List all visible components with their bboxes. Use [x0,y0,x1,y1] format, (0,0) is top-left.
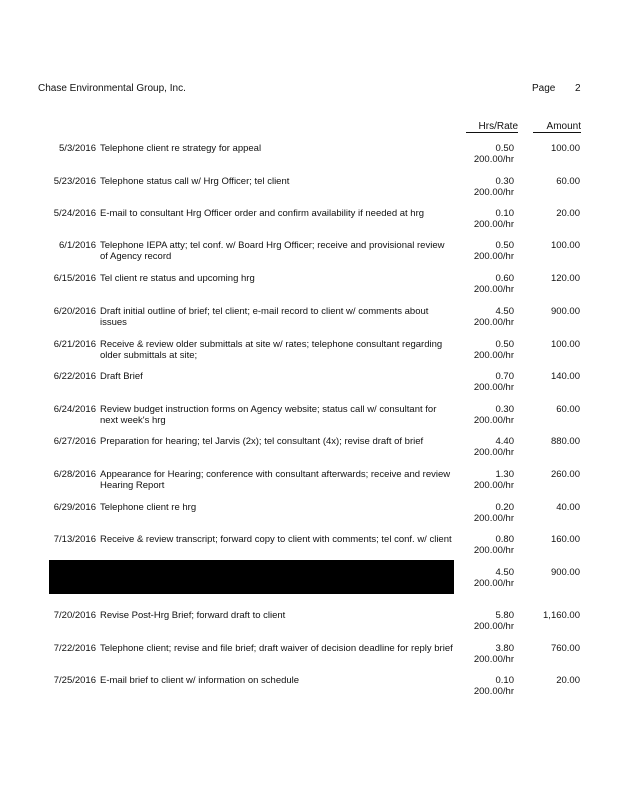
entry-description: Receive & review older submittals at site w/ rates; telephone consultant regarding older submittals at site; [100,339,443,361]
entry-amount: 100.00 [550,240,580,251]
entry-date: 6/27/2016 [53,436,96,447]
entry-amount: 880.00 [550,436,580,447]
entry-date: 6/28/2016 [53,469,96,480]
entry-hours: 0.10 [495,208,514,219]
entry-amount: 60.00 [556,176,580,187]
entry-rate: 200.00/hr [473,686,514,697]
entry-hours: 0.30 [495,404,514,415]
entry-date: 5/24/2016 [53,208,96,219]
entry-description: Revise Post-Hrg Brief; forward draft to client [100,610,286,621]
entry-hours: 0.80 [495,534,514,545]
entry-hours: 1.30 [495,469,514,480]
entry-rate: 200.00/hr [473,154,514,165]
entry-hours: 0.10 [495,675,514,686]
entry-amount: 1,160.00 [543,610,580,621]
entry-rate: 200.00/hr [473,480,514,491]
entry-hours: 0.50 [495,339,514,350]
entry-rate: 200.00/hr [473,251,514,262]
billing-entry [0,675,618,705]
entry-rate: 200.00/hr [473,415,514,426]
entry-description: Receive & review transcript; forward copy to client with comments; tel conf. w/ client [100,534,452,545]
billing-entry [0,643,618,673]
entry-description: Review budget instruction forms on Agency website; status call w/ consultant for next week's hrg [100,404,437,426]
entry-rate: 200.00/hr [473,187,514,198]
entry-amount: 100.00 [550,143,580,154]
entry-amount: 160.00 [550,534,580,545]
entry-date: 6/1/2016 [59,240,96,251]
billing-entry [0,273,618,303]
entry-amount: 900.00 [550,306,580,317]
entry-date: 7/22/2016 [53,643,96,654]
entry-hours: 3.80 [495,643,514,654]
billing-entry [0,502,618,532]
billing-entry [0,371,618,401]
billing-entry [0,436,618,466]
entry-amount: 260.00 [550,469,580,480]
entry-rate: 200.00/hr [473,545,514,556]
entry-description: Telephone client; revise and file brief; draft waiver of decision deadline for reply brief [100,643,453,654]
entry-description: Telephone client re strategy for appeal [100,143,262,154]
billing-entry-redacted [0,567,618,597]
entry-rate: 200.00/hr [473,219,514,230]
entry-description: Telephone client re hrg [100,502,197,513]
billing-entry [0,143,618,173]
entry-date: 7/20/2016 [53,610,96,621]
billing-entry [0,469,618,499]
entry-description: Tel client re status and upcoming hrg [100,273,255,284]
entry-amount: 100.00 [550,339,580,350]
entry-amount: 120.00 [550,273,580,284]
entry-description: Draft initial outline of brief; tel client; e-mail record to client w/ comments about issues [100,306,429,328]
entry-rate: 200.00/hr [473,447,514,458]
entry-rate: 200.00/hr [473,382,514,393]
entry-hours: 0.50 [495,240,514,251]
entry-hours: 0.70 [495,371,514,382]
entry-description: E-mail brief to client w/ information on schedule [100,675,300,686]
entry-rate: 200.00/hr [473,621,514,632]
redaction-block [49,560,454,594]
entry-date: 6/29/2016 [53,502,96,513]
entry-description: Telephone IEPA atty; tel conf. w/ Board Hrg Officer; receive and provisional review of Agency record [100,240,445,262]
billing-entry [0,404,618,434]
entry-date: 6/15/2016 [53,273,96,284]
company-name: Chase Environmental Group, Inc. [38,83,186,94]
entry-amount: 40.00 [556,502,580,513]
entry-date: 7/13/2016 [53,534,96,545]
column-header-amount: Amount [533,121,581,133]
entry-date: 6/24/2016 [53,404,96,415]
billing-entry [0,208,618,238]
entry-amount: 760.00 [550,643,580,654]
entry-hours: 4.50 [495,567,514,578]
page-number: 2 [575,83,581,94]
entry-description: Draft Brief [100,371,143,382]
entry-amount: 900.00 [550,567,580,578]
entry-hours: 0.60 [495,273,514,284]
billing-entry [0,240,618,270]
entry-hours: 5.80 [495,610,514,621]
entry-hours: 4.50 [495,306,514,317]
entry-description: E-mail to consultant Hrg Officer order and confirm availability if needed at hrg [100,208,425,219]
entry-date: 6/21/2016 [53,339,96,350]
column-header-hrs-rate: Hrs/Rate [466,121,518,133]
entry-date: 5/23/2016 [53,176,96,187]
entry-hours: 0.20 [495,502,514,513]
entry-hours: 0.50 [495,143,514,154]
entry-amount: 20.00 [556,208,580,219]
entry-hours: 4.40 [495,436,514,447]
entry-date: 5/3/2016 [59,143,96,154]
entry-amount: 140.00 [550,371,580,382]
entry-rate: 200.00/hr [473,317,514,328]
entry-date: 6/22/2016 [53,371,96,382]
entry-rate: 200.00/hr [473,350,514,361]
billing-entry [0,339,618,369]
entry-description: Telephone status call w/ Hrg Officer; tel client [100,176,290,187]
entry-amount: 60.00 [556,404,580,415]
billing-entry [0,306,618,336]
entry-rate: 200.00/hr [473,513,514,524]
entry-date: 7/25/2016 [53,675,96,686]
entry-rate: 200.00/hr [473,284,514,295]
entry-rate: 200.00/hr [473,578,514,589]
billing-entry [0,176,618,206]
entry-description: Appearance for Hearing; conference with consultant afterwards; receive and review Hearing Report [100,469,451,491]
page-label: Page [532,83,556,94]
entry-hours: 0.30 [495,176,514,187]
entry-rate: 200.00/hr [473,654,514,665]
entry-description: Preparation for hearing; tel Jarvis (2x); tel consultant (4x); revise draft of brief [100,436,424,447]
billing-entry [0,610,618,640]
entry-amount: 20.00 [556,675,580,686]
entry-date: 6/20/2016 [53,306,96,317]
